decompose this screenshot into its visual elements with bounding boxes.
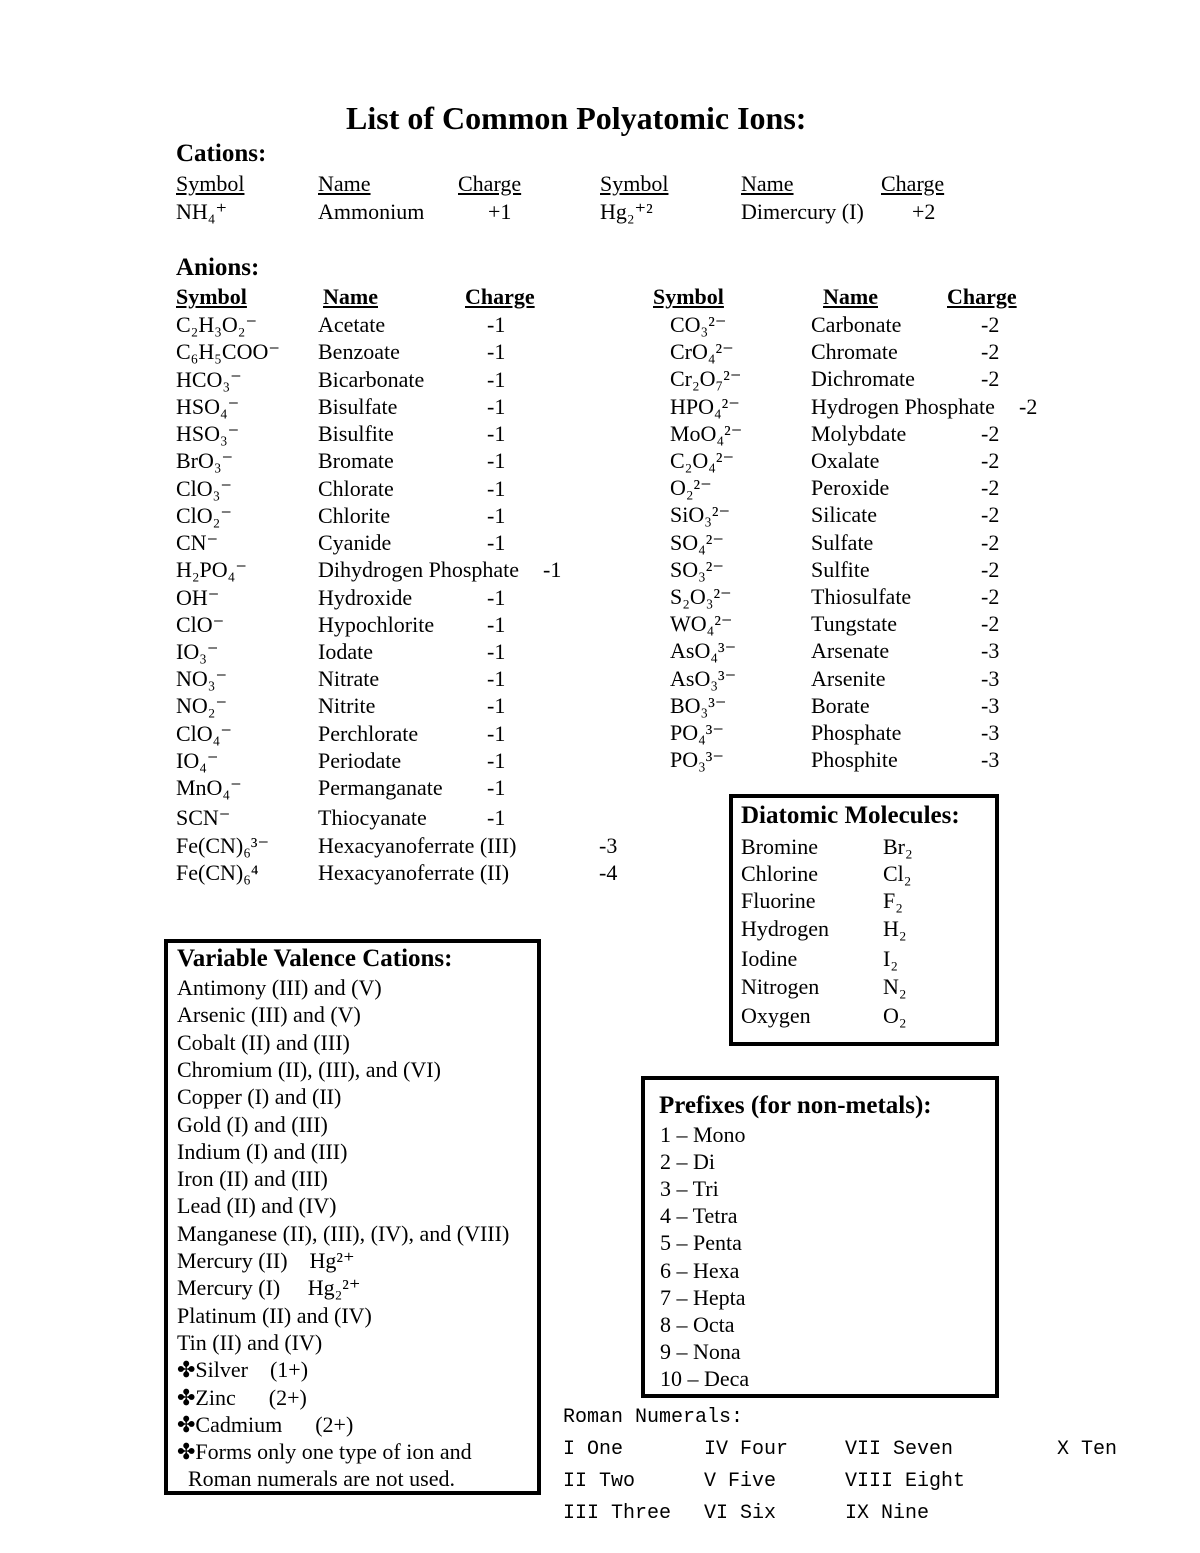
anion-name: Borate xyxy=(811,692,870,718)
prefix-item: 7 – Hepta xyxy=(660,1284,746,1310)
cation-name: Dimercury (I) xyxy=(741,199,864,224)
variable-valence-item: Indium (I) and (III) xyxy=(177,1138,348,1164)
variable-valence-item: Platinum (II) and (IV) xyxy=(177,1302,372,1328)
anions-header-charge-1: Charge xyxy=(465,284,535,309)
anion-symbol: HPO₄²⁻ xyxy=(670,393,740,419)
roman-numeral-item: VI Six xyxy=(704,1502,777,1525)
anion-symbol: WO₄²⁻ xyxy=(670,611,733,637)
cations-header-charge-2: Charge xyxy=(881,171,945,196)
prefix-item: 9 – Nona xyxy=(660,1338,741,1364)
diatomic-formula: I₂ xyxy=(883,946,898,971)
anion-symbol: ClO₄⁻ xyxy=(176,721,232,746)
variable-valence-item: Mercury (I) Hg₂²⁺ xyxy=(177,1275,361,1301)
anion-charge: -2 xyxy=(981,339,1000,365)
prefix-item: 8 – Octa xyxy=(660,1311,735,1337)
prefix-item: 4 – Tetra xyxy=(660,1203,738,1229)
anion-symbol: H₂PO₄⁻ xyxy=(176,557,247,582)
diatomic-name: Bromine xyxy=(741,834,818,859)
anion-name: Permanganate xyxy=(318,775,443,800)
anions-header-symbol-1: Symbol xyxy=(176,284,247,309)
anion-name: Dihydrogen Phosphate xyxy=(318,557,520,582)
diatomic-heading: Diatomic Molecules: xyxy=(741,802,960,829)
anion-charge: -2 xyxy=(981,448,1000,473)
anion-charge: -1 xyxy=(487,585,506,610)
anion-charge: -1 xyxy=(487,476,506,501)
anion-name: Bisulfate xyxy=(318,394,398,419)
variable-valence-item: ✤Zinc (2+) xyxy=(177,1384,307,1410)
diatomic-formula: Br₂ xyxy=(883,834,913,859)
variable-valence-item: Manganese (II), (III), (IV), and (VIII) xyxy=(177,1220,510,1246)
anion-symbol: ClO₃⁻ xyxy=(176,476,232,501)
anion-symbol: Fe(CN)₆⁴ xyxy=(176,860,259,885)
anion-symbol: BO₃³⁻ xyxy=(670,692,727,718)
anion-name: Sulfite xyxy=(811,556,870,582)
diatomic-formula: N₂ xyxy=(883,974,907,999)
anion-charge: -2 xyxy=(981,584,1000,609)
anion-symbol: CrO₄²⁻ xyxy=(670,339,734,365)
anion-charge: -1 xyxy=(487,721,506,746)
anion-symbol: NO₃⁻ xyxy=(176,666,228,691)
anion-charge: -1 xyxy=(487,503,506,528)
anion-charge: -1 xyxy=(487,748,506,773)
anion-charge: -2 xyxy=(981,502,1000,528)
cations-header-symbol-1: Symbol xyxy=(176,171,245,196)
variable-valence-item: Cobalt (II) and (III) xyxy=(177,1029,350,1055)
anion-name: Sulfate xyxy=(811,529,874,555)
anion-symbol: CN⁻ xyxy=(176,530,219,555)
roman-numeral-item: VII Seven xyxy=(845,1438,954,1461)
roman-numeral-item: V Five xyxy=(704,1470,777,1493)
anion-name: Chlorate xyxy=(318,476,394,501)
anion-name: Tungstate xyxy=(811,611,897,637)
anion-symbol: ClO⁻ xyxy=(176,612,225,637)
variable-valence-heading: Variable Valence Cations: xyxy=(177,945,453,972)
cation-symbol: NH₄⁺ xyxy=(176,199,228,224)
anion-name: Phosphate xyxy=(811,720,902,745)
roman-numeral-item: I One xyxy=(563,1438,624,1461)
anion-symbol: ClO₂⁻ xyxy=(176,503,232,528)
anion-charge: -2 xyxy=(981,420,1000,446)
prefix-item: 3 – Tri xyxy=(660,1176,719,1202)
variable-valence-item: Roman numerals are not used. xyxy=(177,1466,455,1492)
prefix-item: 2 – Di xyxy=(660,1149,715,1175)
diatomic-name: Chlorine xyxy=(741,861,818,886)
anion-charge: -3 xyxy=(981,665,1000,691)
variable-valence-item: Antimony (III) and (V) xyxy=(177,975,382,1000)
anion-name: Dichromate xyxy=(811,366,915,392)
anion-charge: -1 xyxy=(487,775,506,800)
anion-name: Nitrite xyxy=(318,693,376,718)
diatomic-formula: Cl₂ xyxy=(883,861,912,886)
anion-symbol: HSO₄⁻ xyxy=(176,394,240,419)
variable-valence-item: Chromium (II), (III), and (VI) xyxy=(177,1056,441,1082)
diatomic-name: Fluorine xyxy=(741,888,816,913)
anion-name: Chromate xyxy=(811,339,898,365)
anion-charge: -1 xyxy=(487,394,506,419)
anions-header-symbol-2: Symbol xyxy=(653,284,724,309)
prefixes-box xyxy=(641,1076,999,1398)
cations-heading: Cations: xyxy=(176,140,267,167)
prefixes-heading: Prefixes (for non-metals): xyxy=(659,1092,932,1119)
anions-header-name-1: Name xyxy=(323,284,378,309)
prefix-item: 10 – Deca xyxy=(660,1365,750,1391)
anion-name: Hydroxide xyxy=(318,585,413,610)
cation-name: Ammonium xyxy=(318,199,425,224)
prefix-item: 6 – Hexa xyxy=(660,1257,740,1283)
anion-symbol: OH⁻ xyxy=(176,585,220,610)
anion-symbol: AsO₄³⁻ xyxy=(670,638,737,664)
anion-name: Chlorite xyxy=(318,503,391,528)
anion-charge: -1 xyxy=(487,693,506,718)
anion-charge: -2 xyxy=(981,556,1000,582)
anion-symbol: C₆H₅COO⁻ xyxy=(176,339,280,364)
cation-charge: +2 xyxy=(912,199,936,224)
anion-symbol: IO₄⁻ xyxy=(176,748,219,773)
variable-valence-item: Mercury (II) Hg²⁺ xyxy=(177,1248,355,1273)
anion-name: Silicate xyxy=(811,502,877,528)
anion-name: Periodate xyxy=(318,748,402,773)
diatomic-name: Nitrogen xyxy=(741,974,820,999)
page-title: List of Common Polyatomic Ions: xyxy=(346,100,807,136)
anion-symbol: MnO₄⁻ xyxy=(176,775,242,800)
variable-valence-item: Arsenic (III) and (V) xyxy=(177,1002,361,1028)
anion-symbol: Fe(CN)₆³⁻ xyxy=(176,833,270,858)
roman-numeral-item: X Ten xyxy=(1057,1438,1118,1461)
cations-header-charge-1: Charge xyxy=(458,171,522,196)
variable-valence-item: ✤Silver (1+) xyxy=(177,1357,309,1383)
anion-name: Carbonate xyxy=(811,312,902,337)
cations-header-name-2: Name xyxy=(741,171,794,196)
anion-symbol: SiO₃²⁻ xyxy=(670,502,731,528)
variable-valence-item: Tin (II) and (IV) xyxy=(177,1329,323,1355)
anion-symbol: HSO₃⁻ xyxy=(176,421,240,446)
anion-charge: -3 xyxy=(981,747,1000,773)
variable-valence-item: Gold (I) and (III) xyxy=(177,1111,328,1137)
anion-name: Acetate xyxy=(318,312,386,337)
anion-symbol: MoO₄²⁻ xyxy=(670,420,743,446)
anion-name: Hydrogen Phosphate xyxy=(811,393,995,419)
roman-numerals-heading: Roman Numerals: xyxy=(563,1406,744,1429)
anion-charge: -1 xyxy=(487,805,506,830)
anion-name: Benzoate xyxy=(318,339,400,364)
anion-symbol: NO₂⁻ xyxy=(176,693,228,718)
anions-header-name-2: Name xyxy=(823,284,878,309)
anion-charge: -2 xyxy=(981,475,1000,501)
anion-charge: -4 xyxy=(599,860,618,885)
cation-symbol: Hg₂⁺² xyxy=(600,199,653,224)
variable-valence-item: Iron (II) and (III) xyxy=(177,1166,328,1192)
anion-name: Peroxide xyxy=(811,475,890,501)
diatomic-formula: O₂ xyxy=(883,1003,907,1028)
prefix-item: 5 – Penta xyxy=(660,1230,742,1256)
anion-name: Thiosulfate xyxy=(811,584,912,609)
anion-symbol: CO₃²⁻ xyxy=(670,312,727,337)
anion-name: Bisulfite xyxy=(318,421,394,446)
anion-name: Arsenite xyxy=(811,665,886,691)
anion-name: Hypochlorite xyxy=(318,612,435,637)
anion-name: Iodate xyxy=(318,639,373,664)
anion-charge: -1 xyxy=(487,367,506,392)
diatomic-name: Hydrogen xyxy=(741,916,829,941)
anion-symbol: PO₄³⁻ xyxy=(670,720,725,745)
roman-numeral-item: VIII Eight xyxy=(845,1470,966,1493)
anion-charge: -2 xyxy=(981,366,1000,392)
anion-symbol: SO₄²⁻ xyxy=(670,529,725,555)
anion-name: Perchlorate xyxy=(318,721,419,746)
anion-symbol: AsO₃³⁻ xyxy=(670,665,737,691)
anion-charge: -3 xyxy=(981,692,1000,718)
anion-symbol: C₂O₄²⁻ xyxy=(670,448,735,473)
anion-name: Bromate xyxy=(318,448,394,473)
roman-numeral-item: IX Nine xyxy=(845,1502,930,1525)
anion-name: Hexacyanoferrate (III) xyxy=(318,833,517,858)
anion-name: Thiocyanate xyxy=(318,805,427,830)
anion-name: Oxalate xyxy=(811,448,880,473)
variable-valence-item: ✤Forms only one type of ion and xyxy=(177,1439,472,1465)
variable-valence-item: Copper (I) and (II) xyxy=(177,1084,342,1110)
roman-numeral-item: III Three xyxy=(563,1502,672,1525)
anion-charge: -1 xyxy=(487,312,506,337)
anion-charge: -2 xyxy=(1019,393,1038,419)
prefix-item: 1 – Mono xyxy=(660,1122,746,1147)
anion-charge: -1 xyxy=(487,339,506,364)
anion-charge: -3 xyxy=(981,638,1000,664)
anion-symbol: Cr₂O₇²⁻ xyxy=(670,366,742,392)
anion-charge: -2 xyxy=(981,529,1000,555)
anion-name: Nitrate xyxy=(318,666,380,691)
cation-charge: +1 xyxy=(488,199,512,224)
cations-header-name-1: Name xyxy=(318,171,371,196)
anion-charge: -1 xyxy=(487,530,506,555)
variable-valence-box xyxy=(164,939,541,1495)
anion-charge: -1 xyxy=(487,666,506,691)
anion-name: Molybdate xyxy=(811,420,907,446)
variable-valence-item: Lead (II) and (IV) xyxy=(177,1193,337,1219)
anion-symbol: O₂²⁻ xyxy=(670,475,712,501)
anion-charge: -1 xyxy=(487,639,506,664)
anion-name: Arsenate xyxy=(811,638,890,664)
roman-numeral-item: II Two xyxy=(563,1470,636,1493)
anion-symbol: HCO₃⁻ xyxy=(176,367,242,392)
diatomic-name: Oxygen xyxy=(741,1003,811,1028)
anion-symbol: C₂H₃O₂⁻ xyxy=(176,312,258,337)
anion-symbol: IO₃⁻ xyxy=(176,639,219,664)
anion-charge: -2 xyxy=(981,611,1000,637)
anion-symbol: BrO₃⁻ xyxy=(176,448,234,473)
anions-heading: Anions: xyxy=(176,254,260,281)
anion-name: Cyanide xyxy=(318,530,392,555)
anion-symbol: PO₃³⁻ xyxy=(670,747,725,773)
diatomic-formula: F₂ xyxy=(883,888,903,913)
anion-charge: -2 xyxy=(981,312,1000,337)
anion-name: Phosphite xyxy=(811,747,898,773)
anion-symbol: SO₃²⁻ xyxy=(670,556,725,582)
anion-charge: -1 xyxy=(487,612,506,637)
anion-charge: -3 xyxy=(981,720,1000,745)
cations-header-symbol-2: Symbol xyxy=(600,171,669,196)
anions-header-charge-2: Charge xyxy=(947,284,1017,309)
diatomic-name: Iodine xyxy=(741,946,798,971)
anion-charge: -3 xyxy=(599,833,618,858)
roman-numeral-item: IV Four xyxy=(704,1438,789,1461)
anion-symbol: S₂O₃²⁻ xyxy=(670,584,732,609)
anion-charge: -1 xyxy=(543,557,562,582)
anion-name: Bicarbonate xyxy=(318,367,425,392)
anion-charge: -1 xyxy=(487,448,506,473)
anion-charge: -1 xyxy=(487,421,506,446)
anion-symbol: SCN⁻ xyxy=(176,805,231,830)
anion-name: Hexacyanoferrate (II) xyxy=(318,860,510,885)
diatomic-formula: H₂ xyxy=(883,916,907,941)
diatomic-molecules-box xyxy=(729,794,999,1046)
variable-valence-item: ✤Cadmium (2+) xyxy=(177,1411,354,1437)
